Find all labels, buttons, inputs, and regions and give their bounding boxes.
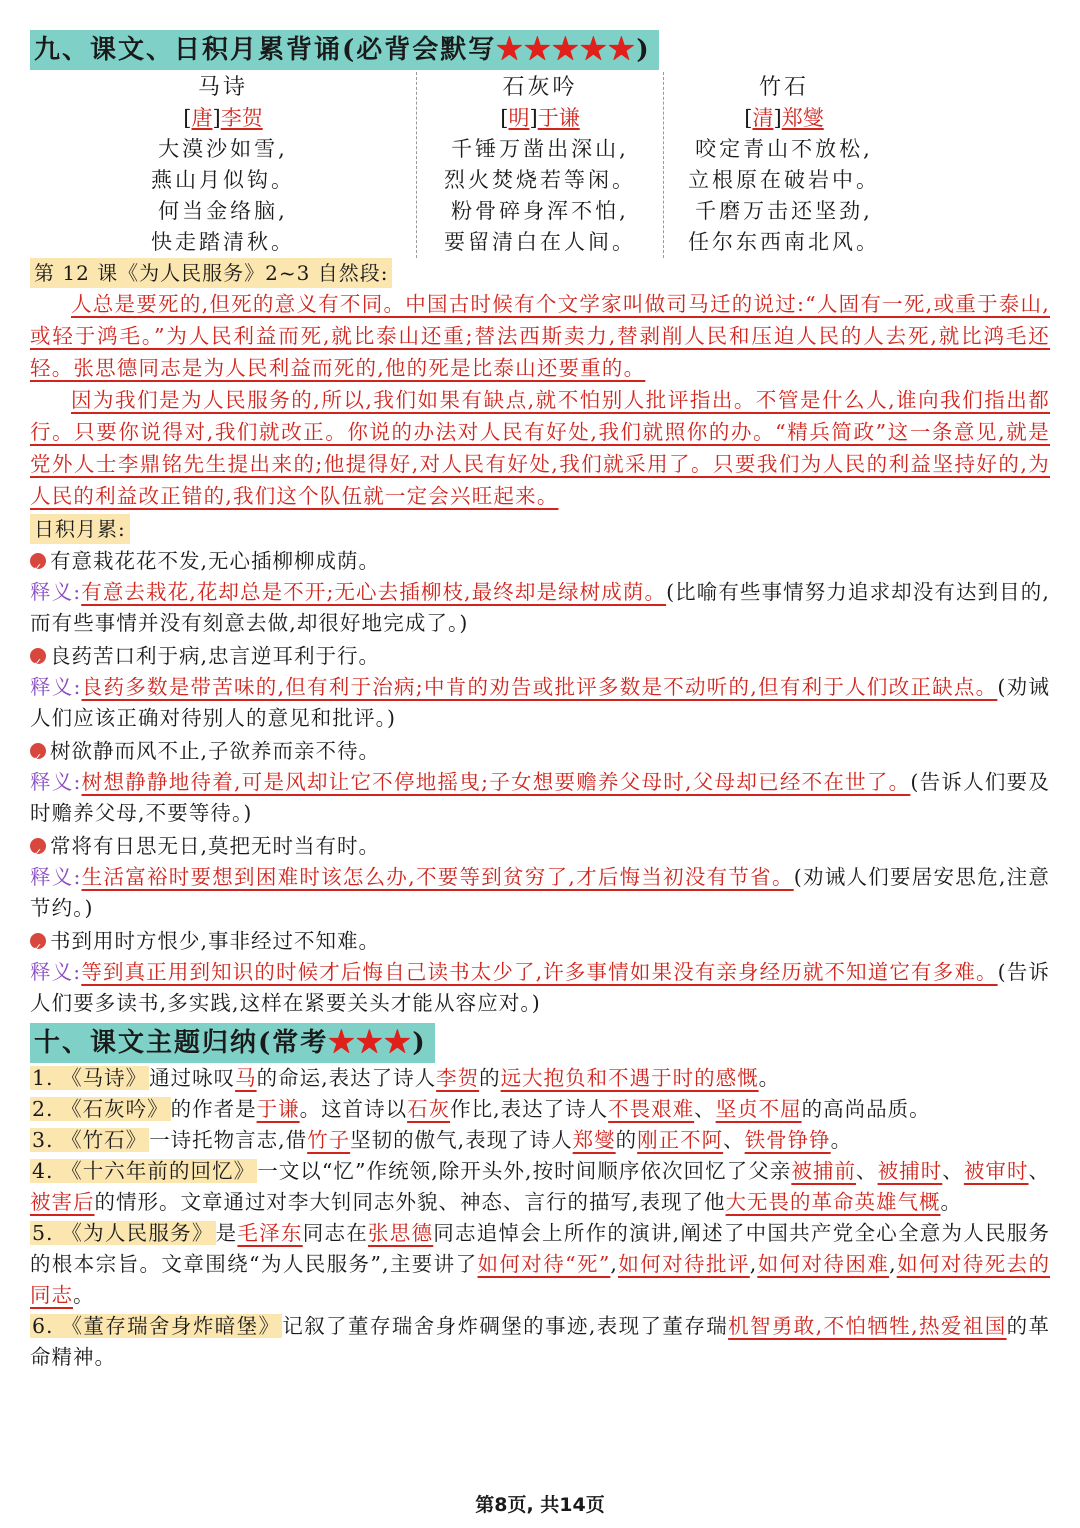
summary-item-3	[30, 1125, 1050, 1156]
poem-line: 任尔东西南北风。	[688, 230, 880, 254]
summary-text: 、	[1028, 1159, 1051, 1183]
book-title: 《石灰吟》	[61, 1097, 169, 1121]
keyword: 被捕前	[791, 1159, 857, 1183]
section-9-title: 九、课文、日积月累背诵(必背会默写	[34, 35, 497, 65]
keyword: 竹子	[307, 1128, 351, 1152]
meaning-note: (告诉人们要多读书,多实践,这样在紧要关头才能从容应对。)	[30, 960, 1050, 1015]
poem-line: 粉骨碎身浑不怕,	[451, 199, 629, 223]
summary-number: 4.	[32, 1159, 54, 1183]
saying-meaning	[30, 957, 1050, 1019]
summary-text: 。	[73, 1283, 95, 1307]
keyword: 被害后	[30, 1190, 95, 1214]
riji-heading: 日积月累:	[30, 514, 130, 544]
summary-text: 的革命精神。	[30, 1314, 1050, 1369]
meaning-label: 释义:	[30, 675, 82, 699]
saying-text: 常将有日思无日,莫把无时当有时。	[50, 834, 381, 858]
meaning-label: 释义:	[30, 770, 82, 794]
saying-item	[30, 546, 1050, 577]
section-10-heading	[30, 1023, 435, 1063]
book-title: 《董存瑞舍身炸暗堡》	[61, 1314, 281, 1338]
summary-item-1	[30, 1063, 1050, 1094]
meaning-text: 生活富裕时要想到困难时该怎么办,不要等到贫穷了,才后悔当初没有节省。	[81, 865, 794, 889]
summary-book	[30, 1159, 257, 1183]
keyword: 石灰	[407, 1097, 451, 1121]
poem-title: 马诗	[197, 75, 248, 100]
summary-text: 、	[942, 1159, 964, 1183]
saying-meaning	[30, 767, 1050, 829]
document-page	[30, 30, 1050, 1373]
book-title: 《竹石》	[61, 1128, 148, 1152]
summary-text: 记叙了董存瑞舍身炸碉堡的事迹,表现了董存瑞	[282, 1314, 729, 1338]
meaning-text: 树想静静地待着,可是风却让它不停地摇曳;子女想要赡养父母时,父母却已经不在世了。	[81, 770, 911, 794]
summary-number: 1.	[32, 1066, 54, 1090]
summary-text: 同志追悼会上所作的演讲,阐述了中国共产党全心全意为人民服务的根本宗旨。文章围绕“为人民服务”,主要讲了	[30, 1221, 1051, 1276]
keyword: 刚正不阿	[637, 1128, 724, 1152]
saying-item	[30, 831, 1050, 862]
summary-item-6	[30, 1311, 1050, 1373]
summary-text: 是	[215, 1221, 238, 1245]
book-title: 《为人民服务》	[61, 1221, 214, 1245]
summary-text: 作比,表达了诗人	[450, 1097, 609, 1121]
check-bullet-icon	[30, 743, 46, 759]
keyword: 大无畏的革命英雄气概	[725, 1190, 941, 1214]
saying-text: 良药苦口利于病,忠言逆耳利于行。	[50, 644, 381, 668]
poem-dynasty: 明	[508, 106, 530, 130]
summary-text: 。	[758, 1066, 781, 1090]
summary-number: 2.	[32, 1097, 54, 1121]
meaning-note: (比喻有些事情努力追求却没有达到目的,而有些事情并没有刻意去做,却很好地完成了。)	[30, 580, 1050, 635]
poem-line: 千锤万凿出深山,	[451, 137, 629, 161]
poem-author: [清]郑燮	[744, 106, 824, 130]
summary-text: 一诗托物言志,借	[149, 1128, 308, 1152]
lesson-12-paragraph-1: 人总是要死的,但死的意义有不同。中国古时候有个文学家叫做司马迁的说过:“人固有一死,或重于泰山,或轻于鸿毛。”为人民利益而死,就比泰山还重;替法西斯卖力,替剥削人民和压迫人民的人去死,就比鸿毛还轻。张思德同志是为人民利益而死的,他的死是比泰山还要重的。	[30, 292, 1050, 380]
meaning-note: (告诉人们要及时赡养父母,不要等待。)	[30, 770, 1051, 825]
keyword: 如何对待死去的同志	[30, 1252, 1051, 1307]
keyword: 毛泽东	[237, 1221, 303, 1245]
keyword: 铁骨铮铮	[744, 1128, 831, 1152]
summary-text: 的命运,表达了诗人	[256, 1066, 437, 1090]
summary-text: 的高尚品质。	[801, 1097, 931, 1121]
keyword: 马	[235, 1066, 257, 1090]
star-rating: ★★★	[328, 1028, 413, 1058]
poem-line: 要留清白在人间。	[444, 230, 636, 254]
poem-author-name: 郑燮	[781, 106, 824, 130]
keyword: 如何对待批评	[617, 1252, 750, 1276]
poem-author-name: 于谦	[537, 106, 580, 130]
summary-book	[30, 1128, 149, 1152]
poem-line: 烈火焚烧若等闲。	[444, 168, 636, 192]
keyword: 机智勇敢,不怕牺牲,热爱祖国	[728, 1314, 1007, 1338]
summary-number: 5.	[32, 1221, 54, 1245]
summary-number: 6.	[32, 1314, 54, 1338]
saying-meaning	[30, 577, 1050, 639]
meaning-label: 释义:	[30, 580, 82, 604]
meaning-note: (劝诫人们要居安思危,注意节约。)	[30, 865, 1050, 920]
meaning-label: 释义:	[30, 960, 82, 984]
saying-text: 有意栽花花不发,无心插柳柳成荫。	[50, 549, 381, 573]
summary-text: 、	[723, 1128, 745, 1152]
saying-meaning	[30, 862, 1050, 924]
summary-text: ,	[749, 1252, 758, 1276]
check-bullet-icon	[30, 933, 46, 949]
summary-text: 的	[615, 1128, 638, 1152]
summary-text: ,	[610, 1252, 618, 1276]
meaning-text: 良药多数是带苦味的,但有利于治病;中肯的劝告或批评多数是不动听的,但有利于人们改正缺点。	[81, 675, 998, 699]
poem-line: 大漠沙如雪,	[158, 137, 288, 161]
poem-line: 立根原在破岩中。	[688, 168, 880, 192]
summary-item-5	[30, 1218, 1050, 1311]
keyword: 于谦	[256, 1097, 300, 1121]
poem-line: 咬定青山不放松,	[695, 137, 873, 161]
summary-text: ,	[889, 1252, 897, 1276]
star-rating: ★★★★★	[496, 35, 637, 65]
poem-author: [明]于谦	[500, 106, 580, 130]
keyword: 如何对待“死”	[477, 1252, 611, 1276]
saying-text: 树欲静而风不止,子欲养而亲不待。	[50, 739, 381, 763]
section-9-close: )	[636, 35, 651, 65]
keyword: 郑燮	[572, 1128, 616, 1152]
saying-item	[30, 736, 1050, 767]
poem-line: 千磨万击还坚劲,	[695, 199, 873, 223]
check-bullet-icon	[30, 648, 46, 664]
poem-shi-hui-yin	[417, 72, 664, 258]
meaning-label: 释义:	[30, 865, 82, 889]
summary-text: 。	[830, 1128, 853, 1152]
saying-item	[30, 926, 1050, 957]
summary-text: 同志在	[302, 1221, 368, 1245]
summary-book	[30, 1066, 149, 1090]
summary-text: 。	[940, 1190, 963, 1214]
keyword: 远大抱负和不遇于时的感慨	[500, 1066, 759, 1090]
poems-row	[30, 72, 1050, 258]
summary-text: 一文以“忆”作统领,除开头外,按时间顺序依次回忆了父亲	[257, 1159, 792, 1183]
section-10-title: 十、课文主题归纳(常考	[34, 1028, 329, 1058]
book-title: 《十六年前的回忆》	[61, 1159, 256, 1183]
summary-text: 、	[856, 1159, 878, 1183]
poem-title: 石灰吟	[502, 75, 578, 100]
summary-text: 的作者是	[170, 1097, 257, 1121]
saying-text: 书到用时方恨少,事非经过不知难。	[50, 929, 381, 953]
summary-text: 通过咏叹	[149, 1066, 236, 1090]
summary-book	[30, 1221, 216, 1245]
saying-item	[30, 641, 1050, 672]
saying-meaning	[30, 672, 1050, 734]
check-bullet-icon	[30, 838, 46, 854]
section-10-close: )	[412, 1028, 427, 1058]
lesson-12-paragraph-2: 因为我们是为人民服务的,所以,我们如果有缺点,就不怕别人批评指出。不管是什么人,谁向我们指出都行。只要你说得对,我们就改正。你说的办法对人民有好处,我们就照你的办。“精兵简政”这一条意见,就是党外人士李鼎铭先生提出来的;他提得好,对人民有好处,我们就采用了。只要我们为人民的利益坚持好的,为人民的利益改正错的,我们这个队伍就一定会兴旺起来。	[30, 388, 1050, 508]
keyword: 李贺	[436, 1066, 480, 1090]
summary-item-4	[30, 1156, 1050, 1218]
summary-book	[30, 1314, 282, 1338]
book-title: 《马诗》	[61, 1066, 148, 1090]
poem-ma-shi	[30, 72, 417, 258]
summary-book	[30, 1097, 171, 1121]
summary-text: 坚韧的傲气,表现了诗人	[350, 1128, 573, 1152]
keyword: 被捕时	[877, 1159, 943, 1183]
lesson-12-heading: 第 12 课《为人民服务》2~3 自然段:	[30, 258, 392, 288]
poem-line: 快走踏清秋。	[151, 230, 295, 254]
keyword: 不畏艰难	[608, 1097, 695, 1121]
keyword: 被审时	[963, 1159, 1029, 1183]
summary-text: 。这首诗以	[299, 1097, 408, 1121]
summary-text: 、	[694, 1097, 716, 1121]
poem-dynasty: 唐	[191, 106, 213, 130]
check-bullet-icon	[30, 553, 46, 569]
poem-line: 燕山月似钩。	[151, 168, 295, 192]
meaning-text: 有意去栽花,花却总是不开;无心去插柳枝,最终却是绿树成荫。	[81, 580, 667, 604]
poem-zhu-shi	[664, 72, 904, 258]
keyword: 坚贞不屈	[715, 1097, 802, 1121]
page-footer: 第8页, 共14页	[475, 1494, 605, 1516]
keyword: 如何对待困难	[757, 1252, 890, 1276]
section-9-heading	[30, 30, 659, 70]
poem-author: [唐]李贺	[183, 106, 263, 130]
poem-title: 竹石	[758, 75, 809, 100]
poem-line: 何当金络脑,	[158, 199, 288, 223]
meaning-text: 等到真正用到知识的时候才后悔自己读书太少了,许多事情如果没有亲身经历就不知道它有多难。	[81, 960, 998, 984]
summary-text: 的情形。文章通过对李大钊同志外貌、神态、言行的描写,表现了他	[94, 1190, 726, 1214]
summary-item-2	[30, 1094, 1050, 1125]
meaning-note: (劝诫人们应该正确对待别人的意见和批评。)	[30, 675, 1050, 730]
keyword: 张思德	[367, 1221, 434, 1245]
summary-number: 3.	[32, 1128, 54, 1152]
summary-text: 的	[479, 1066, 501, 1090]
poem-dynasty: 清	[752, 106, 774, 130]
poem-author-name: 李贺	[220, 106, 263, 130]
